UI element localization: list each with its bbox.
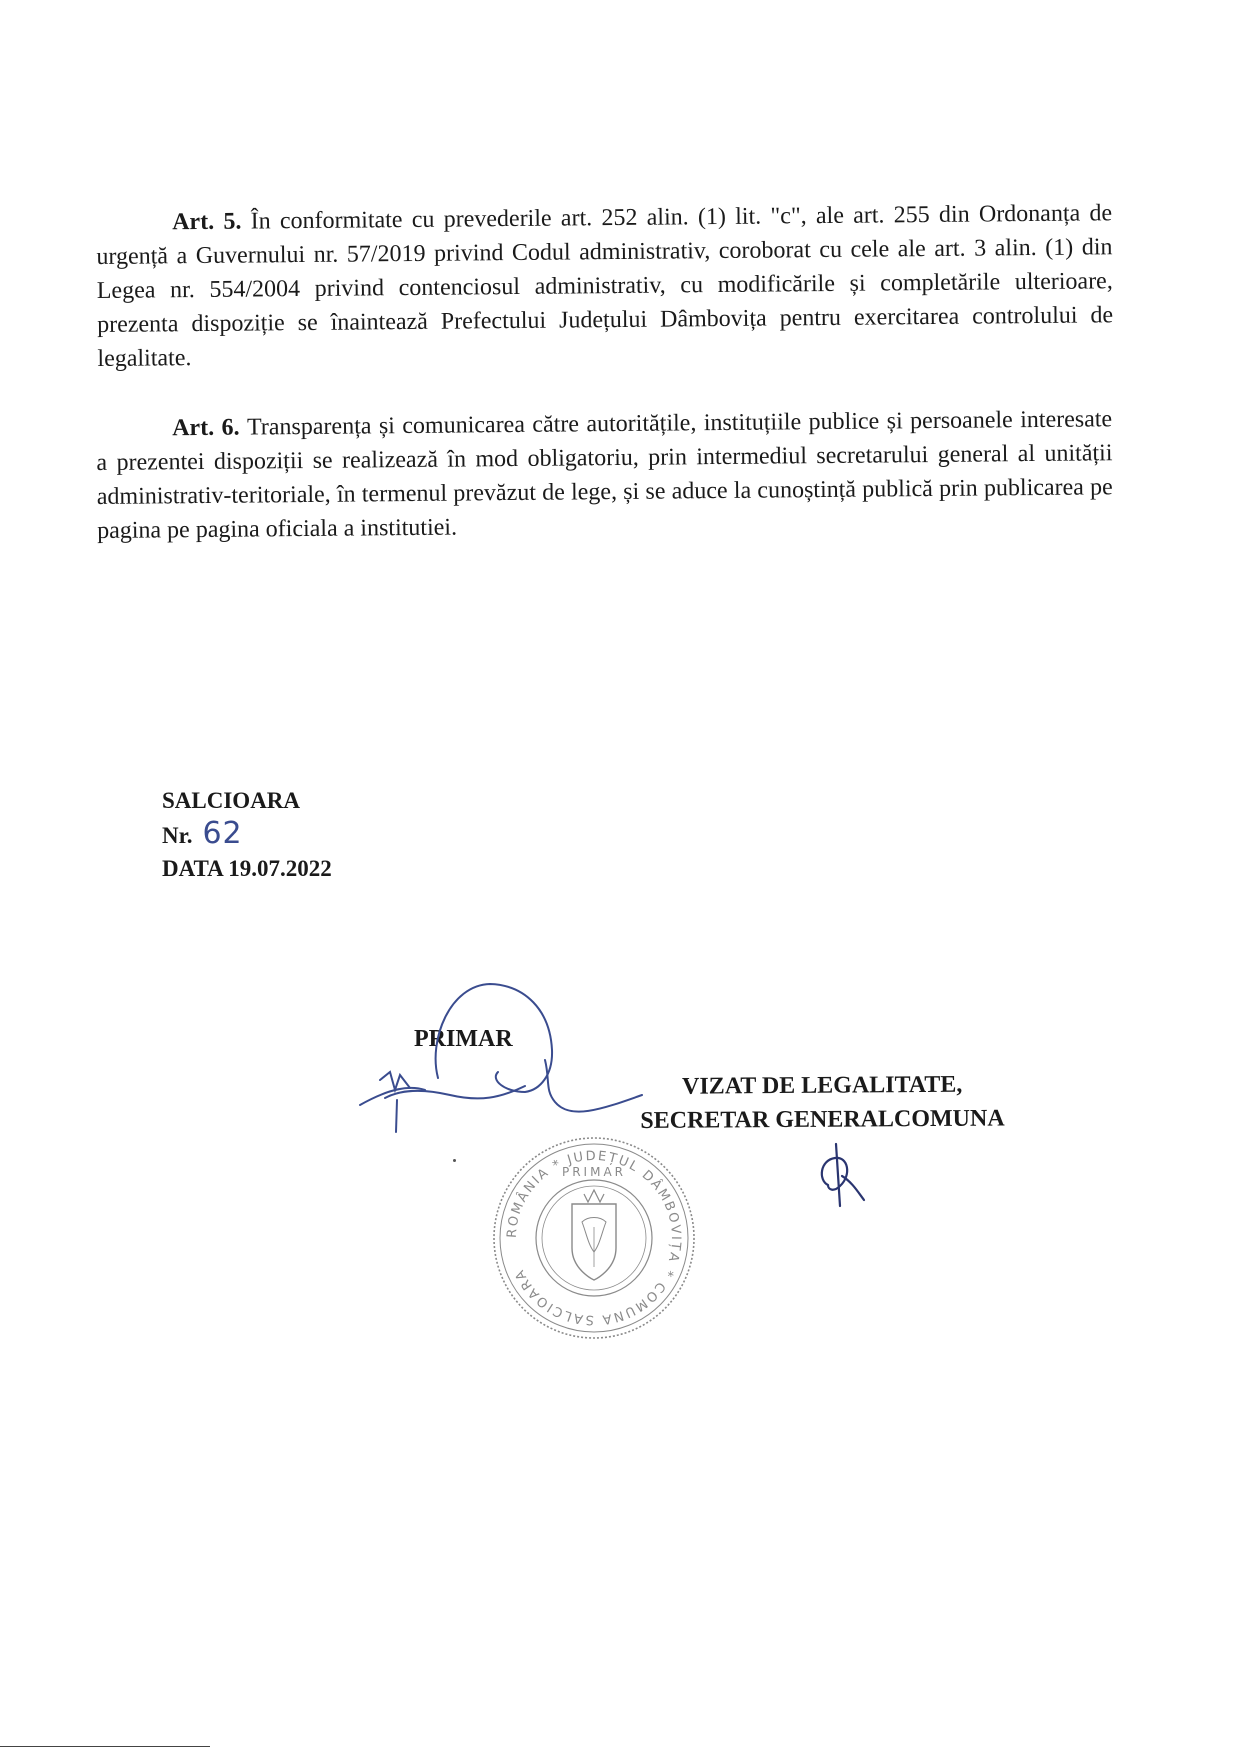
article-5-text: În conformitate cu prevederile art. 252 alin. (1) lit. "c", ale art. 255 din Ordonanța de urgență a Guvernului nr. 57/2019 privind Codul administrativ, coroborat cu cele ale art. 3 alin. (1) din Legea nr. 554/2004 privind contenciosul administrativ, cu modificările și completările ulterioare, prezenta dispoziție se înaintează Prefectului Județului Dâmbovița pentru exercitarea controlului de legalitate.	[96, 200, 1114, 372]
vizat-line-2: SECRETAR GENERALCOMUNA	[640, 1105, 1005, 1134]
document-number-line	[162, 817, 332, 852]
seal-inner-text: PRIMAR	[561, 1165, 627, 1179]
vizat-legalitate-block	[640, 1067, 1005, 1138]
seal-outer-text: ROMÂNIA * JUDEȚUL DÂMBOVIȚA * COMUNA SALCIOARA	[504, 1148, 684, 1328]
number-label: Nr.	[162, 823, 193, 848]
document-footer	[162, 784, 332, 885]
primar-label: PRIMAR	[414, 1026, 513, 1052]
article-5	[96, 196, 1114, 376]
article-6-text: Transparența și comunicarea către autoritățile, instituțiile publice și persoanele interesate a prezentei dispoziții se realizează în mod obligatoriu, prin intermediul secretarului general al unității administrativ-teritoriale, în termenul prevăzut de lege, și se aduce la cunoștință publică prin publicarea pe pagina pe pagina oficiala a institutiei.	[96, 406, 1113, 544]
document-date: DATA 19.07.2022	[162, 856, 332, 881]
primar-signature	[350, 980, 650, 1150]
article-5-heading: Art. 5.	[172, 208, 251, 236]
vizat-line-1: VIZAT DE LEGALITATE,	[681, 1071, 963, 1100]
article-6	[96, 402, 1113, 548]
scan-speck	[453, 1159, 456, 1162]
locality-name: SALCIOARA	[162, 788, 301, 813]
secretar-signature	[810, 1140, 870, 1210]
handwritten-number: 62	[202, 816, 243, 851]
scan-edge-line	[0, 1746, 210, 1747]
article-6-heading: Art. 6.	[172, 414, 248, 442]
official-seal	[488, 1132, 700, 1344]
